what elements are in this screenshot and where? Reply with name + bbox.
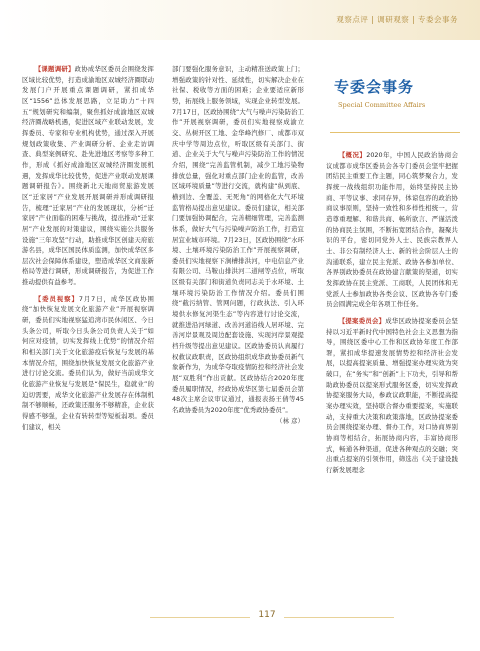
section-title: 专委会事务 (334, 78, 415, 96)
paragraph-research (22, 64, 154, 288)
column-middle (172, 64, 304, 426)
section-tag-proposal: 【提案委员会】 (338, 316, 386, 325)
section-tag-research: 【课题调研】 (34, 65, 75, 73)
paragraph-text: 部门要强化服务意识，主动精准送政策上门；增强政策的针对性、延续性，切实解决企业在社保、税收等方面的困难；企业要适应新形势，拓展线上服务领域，实现企业转型发展。7月17日，区政协围绕“大气与噪声污染防治工作”开展视察调研，委员们实地视察成渝立交、丛树开区工地、金华峰汽修厂、成都市双庆中学等周边点位，听取区级有关部门、街道、企业关于大气与噪声污染防治工作的情况介绍，围绕“完善监管机制，减少工地污染物排放总量，强化对重点部门企业的监管，改善区域环境质量”等进行交流，就构建“纵到底、横到边、全覆盖、无死角”的网格化大气环境监管格局提出意见建议。委员们建议，相关部门要加强协调配合，完善精细管理，完善监测体系，做好大气与污染噪声防治工作，打造宜居宜业城市环境。7月23日，区政协围绕“水环境、土壤环境污染防治工作”开展视察调研，委员们实地视察下涧槽排洪河，中电信息产业有限公司、马鞍山排洪河二道闸等点位，听取区级有关部门和街道负责同志关于水环境、土壤环境污染防治工作情况介绍。委员们围绕“截污纳管、管网问题，行政执法、引入环境供水修复河渠生态”等内容进行讨论交流，就推进沿河绿道、改善河道沿线人居环境、完善河岸景观及周边配套设施、实现河岸景观提档升级等提出意见建议。区政协委员认真履行权救议政职责，区政协组织成华政协委员新气象新作为，为成华夺取疫情防控和经济社会发展“双胜利”作出贡献。区政协结合2020年度委员履职情况，经政协成华区第七届委员会第48次主席会议审议通过，通报表扬王倩等45名政协委员为2020年度“优秀政协委员”。 (172, 65, 304, 414)
page-number: 117 (258, 610, 276, 620)
paragraph-text: 政协成华区委员会围绕发挥区域比较优势，打造成渝地区双城经济圈联动发展门户开展重点课题调研，紧扣成华区“1556”总体发展思路，立足助力“十四五”规划研究和编制，聚焦抓好成渝地区双城经济圈战略机遇，促进区域产业联动发展，发挥委员、专家和专业机构优势，通过深入开展规划政策收集、产业调研分析、企业走访调查、典型案例研究、赴先进地区考察等多种工作，形成《抓好成渝地区双城经济圈发展机遇，发挥成华比较优势，促进产业联动发展课题调研报告》。围绕新北天地商贸旅游发展区“迁家居”产业发展开展调研并形成调研报告，梳理“迁家居”产业的发展现状，分析“迁家居”产业面临的困难与挑战，提出推动“迁家居”产业发展的对策建议，围绕实施公共服务设施“三年攻坚”行动，助推成华区创建天府旅游名县，成华区国民体质监测，加快成华区多层次社会保障体系建设，塑造成华区文商旅新格局等进行调研，形成调研报告，为促进工作推动提供有益参考。 (22, 65, 154, 287)
section-tag-overview: 【概况】 (338, 151, 367, 159)
column-left (22, 64, 154, 432)
paragraph-text: 2020年，中国人民政治协商会议成都市成华区委员会各专门委员会坚牢把握团结民主重要工作主题，同心筑梦聚合力，发挥统一战线组织功能作用，始终坚持民主协商、平等议事、求同存异，体谅包容的政治协商议事原则，坚持一致性和多样性相统一，营造尊重理解、和谐共商、畅所欲言、严谨活泼的协商民主氛围，不断拓宽团结合作，凝聚共识的平台，密切同党外人士、民族宗教界人士、非公有制经济人士、新的社会阶层人士的沟通联系，建立民主党派、政协各参加单位、各界别政协委员在政协建言献策的渠道，切实发挥政协在民主党派、工商联，人民团体和无党派人士参加政协各类会议、区政协各专门委员会圆满完成全年各项工作任务。 (326, 151, 459, 309)
section-subtitle: Special Committee Affairs (338, 101, 426, 109)
paragraph-proposal-committee (326, 316, 458, 476)
paragraph-overview (326, 150, 458, 310)
paragraph-text: 成华区政协提案委员会坚持以习近平新时代中国特色社会主义思想为指导，围绕区委中心工作和区政协年度工作部署，紧扣成华提速发展情势控和经济社会发展，以提高提案质量、增强提案办理实效为突破口，在“务实”和“创新”上下功夫，引导和帮助政协委员以提案形式服务区委，切实发挥政协提案服务大局，参政议政职能，不断提高提案办理实效，坚持联合督办重要提案，实施联动，支持重大决策和政策落地，区政协提案委员会围绕提案办理、督办工作，对口协商界别协商等相结合，拓展协商内容，丰富协商形式，畅通各种渠道，促进各种观点的交融；突出重点提案的引领作用，筛选出《关于建设践行新发展理念 (326, 316, 458, 475)
paragraph-continued (172, 64, 304, 425)
paragraph-text: 7月7日，成华区政协围绕“加快恢复发展文化旅游产业”开展视察调研，委员们实地视察猛追湾市民休闲区、今日头条公司，听取今日头条公司负责人关于“如何应对疫情，切实发挥线上优势”的情况介绍和相关部门关于文化旅游疫后恢复与发展的基本情况介绍，围绕加快恢复发展文化旅游产业进行讨论交流。委员们认为，做好当前成华文化旅游产业恢复与发展是“保民生，稳就业”的迫切需要，成华文化旅游产业发展存在体制机制不够顺畅，还政策还服务不够精准，企业获得感不够强，企业有转转型等短板弱项。委员们建议，相关 (22, 294, 154, 431)
footer-divider-left (150, 617, 250, 618)
section-heading (330, 76, 460, 133)
paragraph-inspection (22, 294, 154, 433)
running-header: 观察点评 | 调研观察 | 专委会事务 (336, 15, 458, 24)
author-signature: （林 彦） (276, 416, 304, 425)
section-tag-inspection: 【委员视察】 (34, 294, 79, 303)
footer-divider-right (284, 617, 394, 618)
column-right (326, 150, 458, 476)
